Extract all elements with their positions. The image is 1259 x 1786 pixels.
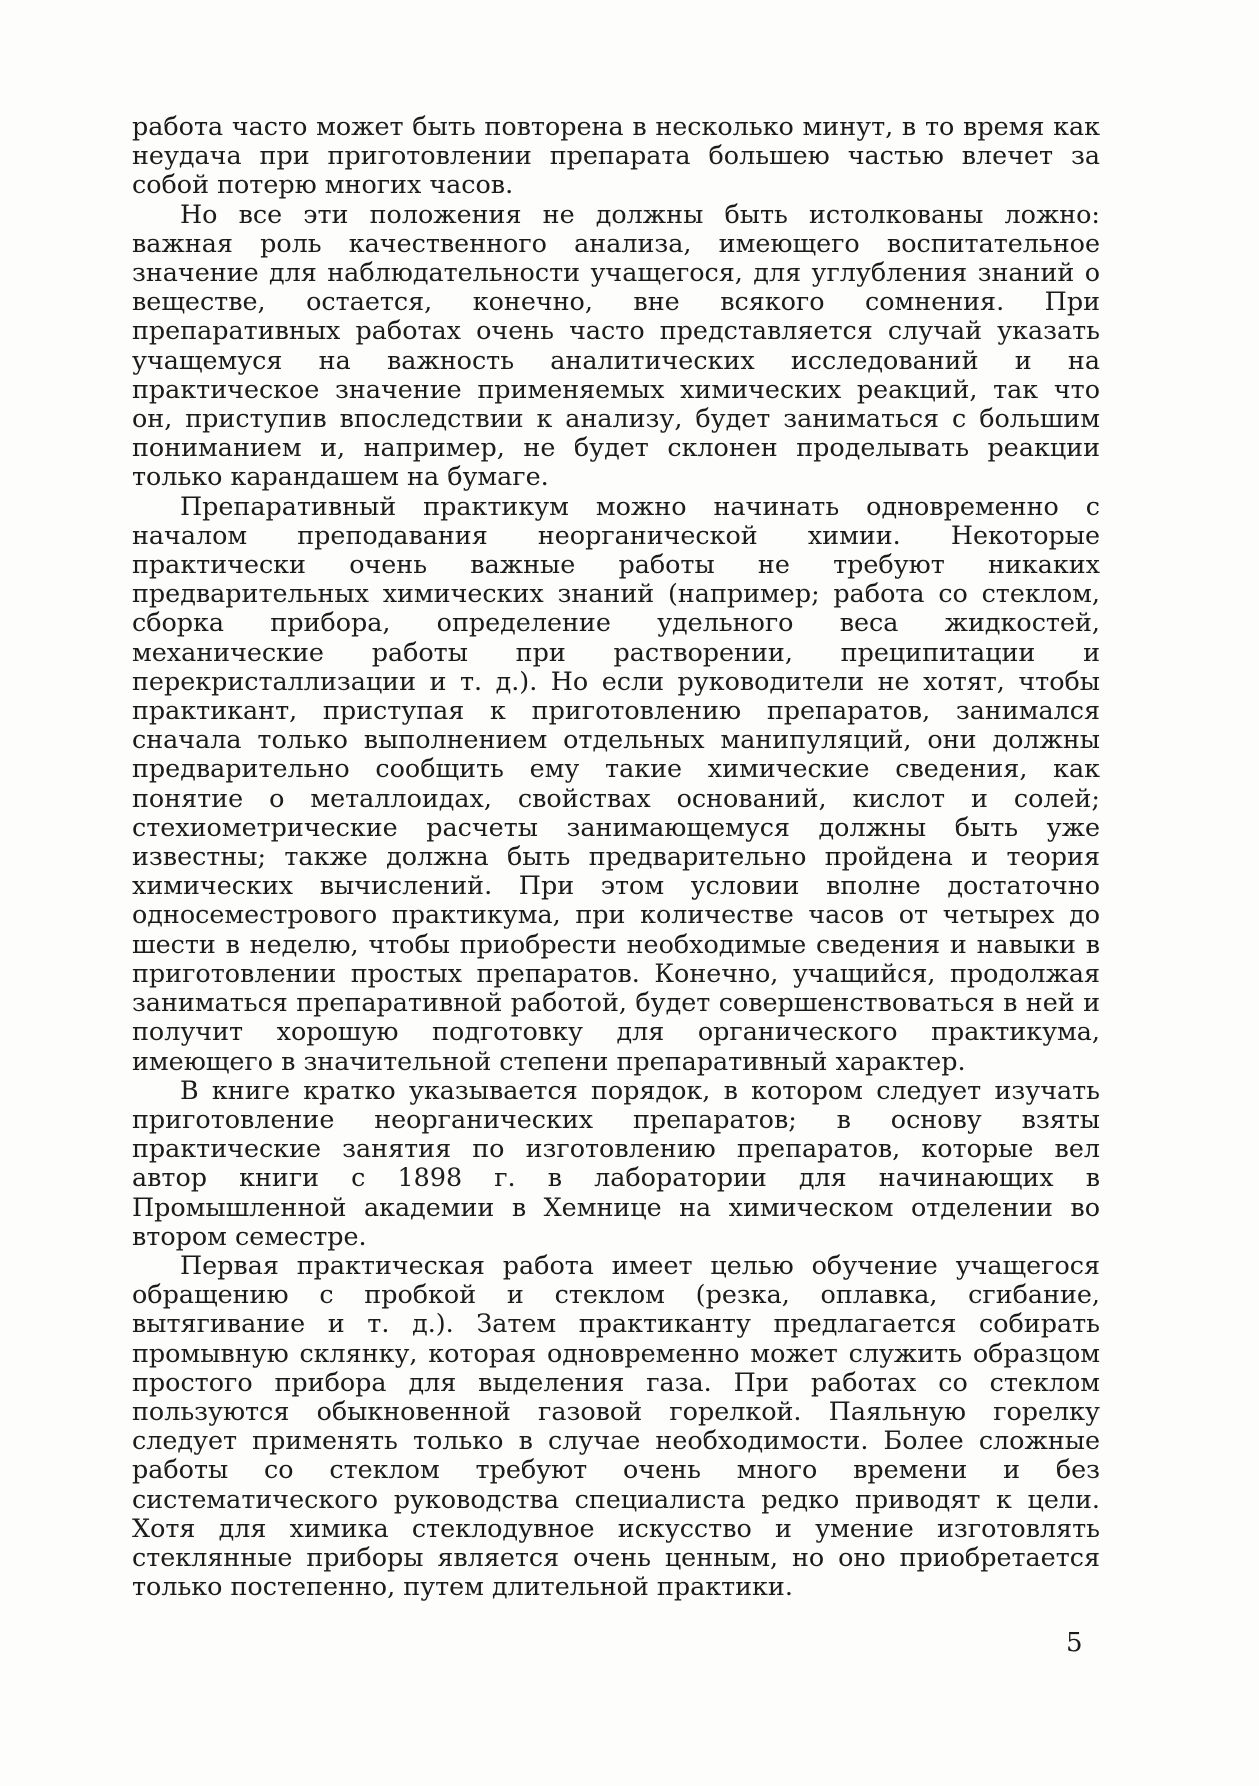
paragraph-continuation: работа часто может быть повторена в несколько минут, в то время как неудача при приготовлении препарата большею частью влечет за собой потерю многих часов.: [132, 111, 1100, 200]
paragraph-book-order: В книге кратко указывается порядок, в котором следует изучать приготовление неорганических препаратов; в основу взяты практические занятия по изготовлению препаратов, которые вел автор книги с 1898 г. в лаборатории для начинающих в Промышленной академии в Хемнице на химическом отделении во втором семестре.: [132, 1074, 1100, 1251]
paragraph-preparative-practicum: Препаративный практикум можно начинать одновременно с началом преподавания неорганической химии. Некоторые практически очень важные работы не требуют никаких предварительных химических знаний (например; работа со стеклом, сборка прибора, определение удельного веса жидкостей, механические работы при растворении, преципитации и перекристаллизации и т. д.). Но если руководители не хотят, чтобы практикант, приступая к приготовлению препаратов, занимался сначала только выполнением отдельных манипуляций, они должны предварительно сообщить ему такие химические сведения, как понятие о металлоидах, свойствах оснований, кислот и солей; стехиометрические расчеты занимающемуся должны быть уже известны; также должна быть предварительно пройдена и теория химических вычислений. При этом условии вполне достаточно односеместрового практикума, при количестве часов от четырех до шести в неделю, чтобы приобрести необходимые сведения и навыки в приготовлении простых препаратов. Конечно, учащийся, продолжая заниматься препаративной работой, будет совершенствоваться в ней и получит хорошую подготовку для органического практикума, имеющего в значительной степени препаративный характер.: [132, 490, 1100, 1076]
page-body-text: [132, 112, 1100, 1601]
paragraph-analysis-role: Но все эти положения не должны быть истолкованы ложно: важная роль качественного анализа, имеющего воспитательное значение для наблюдательности учащегося, для углубления знаний о веществе, остается, конечно, вне всякого сомнения. При препаративных работах очень часто представляется случай указать учащемуся на важность аналитических исследований и на практическое значение применяемых химических реакций, так что он, приступив впоследствии к анализу, будет заниматься с большим пониманием и, например, не будет склонен проделывать реакции только карандашем на бумаге.: [132, 198, 1100, 492]
page-number: 5: [1066, 1628, 1083, 1658]
paragraph-first-work: Первая практическая работа имеет целью обучение учащегося обращению с пробкой и стеклом (резка, оплавка, сгибание, вытягивание и т. д.). Затем практиканту предлагается собирать промывную склянку, которая одновременно может служить образцом простого прибора для выделения газа. При работах со стеклом пользуются обыкновенной газовой горелкой. Паяльную горелку следует применять только в случае необходимости. Более сложные работы со стеклом требуют очень много времени и без систематического руководства специалиста редко приводят к цели. Хотя для химика стеклодувное искусство и умение изготовлять стеклянные приборы является очень ценным, но оно приобретается только постепенно, путем длительной практики.: [132, 1249, 1100, 1602]
